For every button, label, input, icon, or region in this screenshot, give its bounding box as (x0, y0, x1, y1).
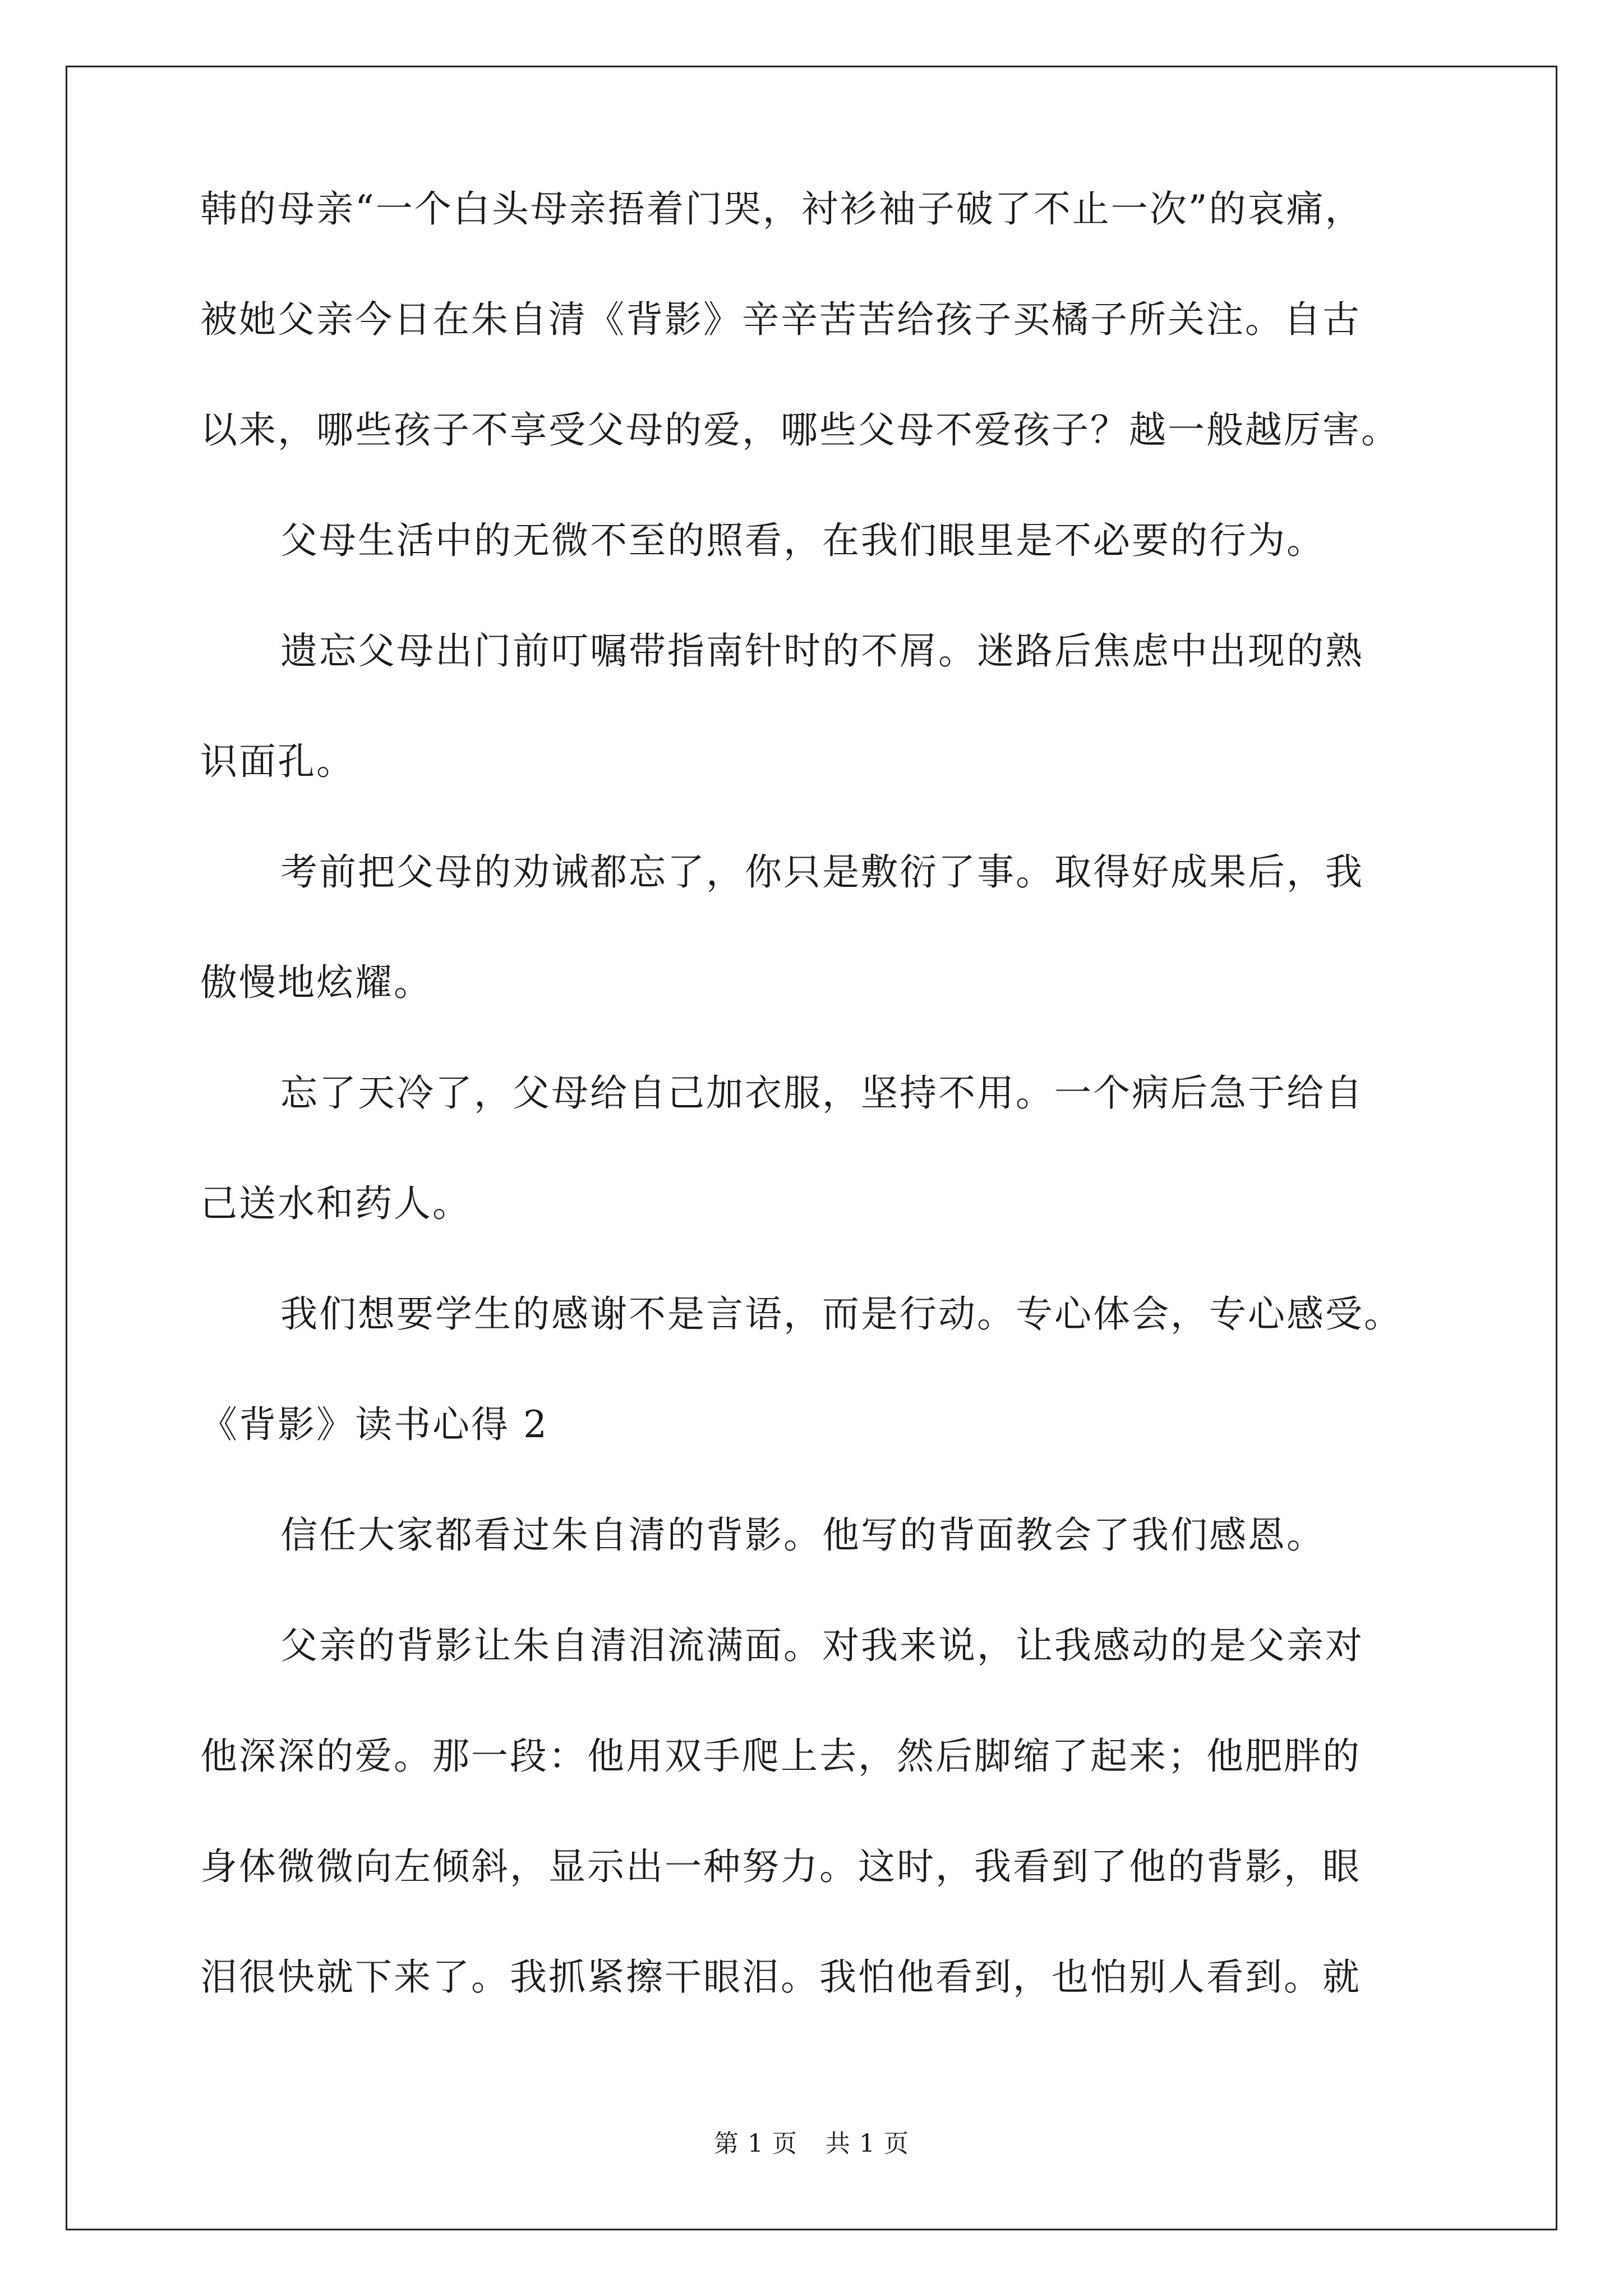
text-line: 泪很快就下来了。我抓紧擦干眼泪。我怕他看到，也怕别人看到。就 (200, 1955, 1361, 1999)
paragraph-line: 忘了天冷了，父母给自己加衣服，坚持不用。一个病后急于给自 (280, 1071, 1364, 1115)
page-footer (0, 2129, 1623, 2158)
text-line: 他深深的爱。那一段：他用双手爬上去，然后脚缩了起来；他肥胖的 (200, 1734, 1361, 1778)
paragraph-line: 考前把父母的劝诫都忘了，你只是敷衍了事。取得好成果后，我 (280, 850, 1364, 894)
text-line: 傲慢地炫耀。 (200, 961, 432, 1004)
paragraph-line: 父亲的背影让朱自清泪流满面。对我来说，让我感动的是父亲对 (280, 1624, 1364, 1667)
page-number: 第 1 页 (714, 2129, 797, 2158)
paragraph-line: 遗忘父母出门前叮嘱带指南针时的不屑。迷路后焦虑中出现的熟 (280, 629, 1364, 673)
text-line: 身体微微向左倾斜，显示出一种努力。这时，我看到了他的背影，眼 (200, 1845, 1361, 1888)
paragraph-line: 信任大家都看过朱自清的背影。他写的背面教会了我们感恩。 (280, 1513, 1325, 1557)
paragraph-line: 我们想要学生的感谢不是言语，而是行动。专心体会，专心感受。 (280, 1292, 1403, 1336)
text-line: 韩的母亲“一个白头母亲捂着门哭，衬衫袖子破了不止一次”的哀痛， (200, 187, 1364, 231)
text-line: 被她父亲今日在朱自清《背影》辛辛苦苦给孩子买橘子所关注。自古 (200, 298, 1361, 341)
paragraph-line: 父母生活中的无微不至的照看，在我们眼里是不必要的行为。 (280, 519, 1325, 562)
document-body (200, 187, 1434, 2069)
text-line: 识面孔。 (200, 740, 355, 783)
section-heading: 《背影》读书心得 2 (200, 1403, 548, 1446)
text-line: 己送水和药人。 (200, 1182, 471, 1225)
text-line: 以来，哪些孩子不享受父母的爱，哪些父母不爱孩子？越一般越厉害。 (200, 408, 1400, 452)
page-total: 共 1 页 (826, 2129, 909, 2158)
